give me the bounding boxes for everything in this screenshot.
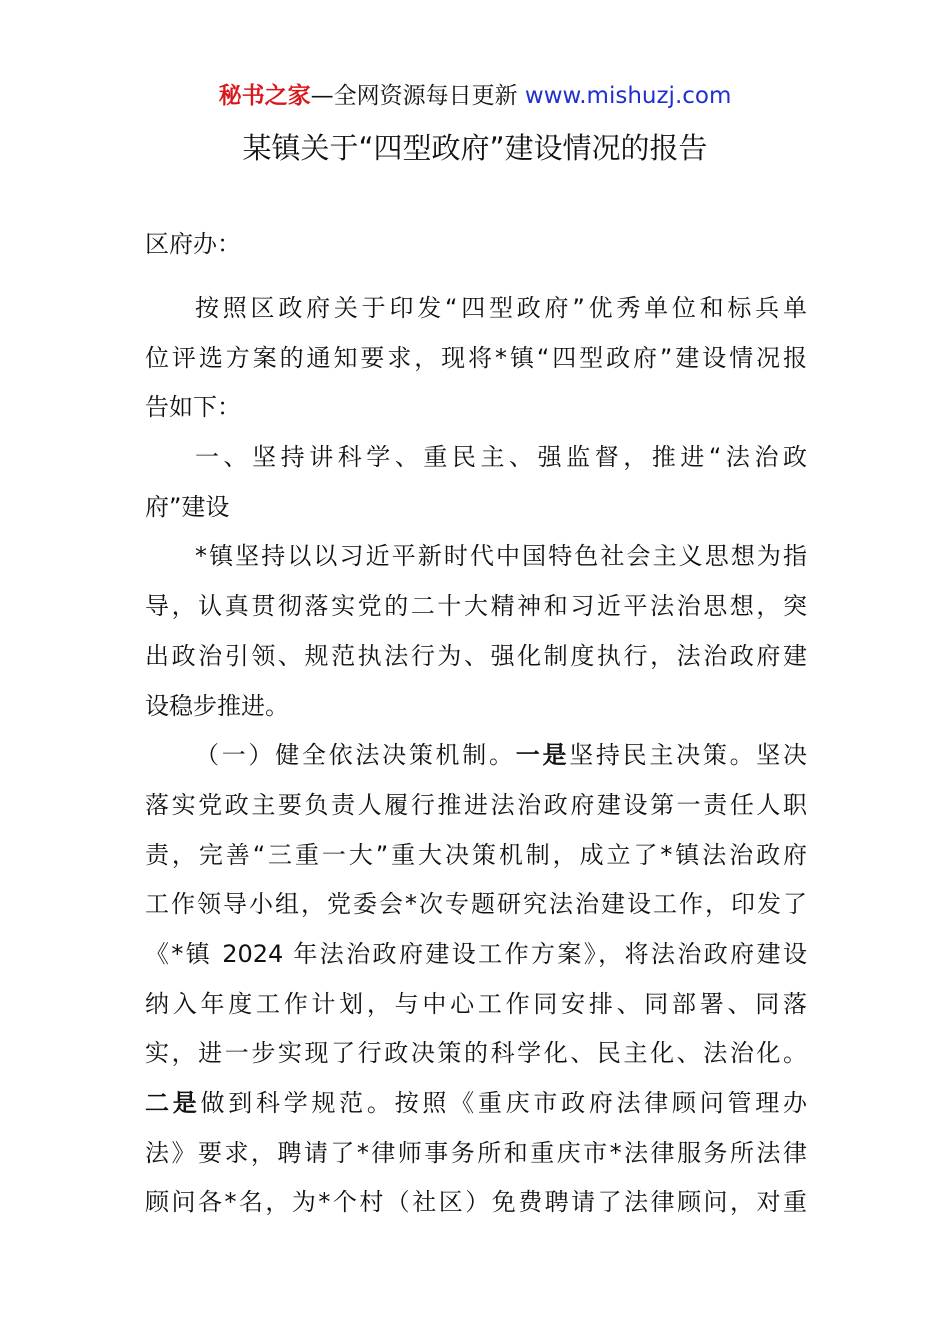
body-line: 纳入年度工作计划，与中心工作同安排、同部署、同落 xyxy=(145,989,807,1018)
body-line xyxy=(145,1079,807,1129)
addressee: 区府办： xyxy=(145,230,241,258)
body-line: 按照区政府关于印发“四型政府”优秀单位和标兵单 xyxy=(195,294,807,322)
body-line: *镇坚持以以习近平新时代中国特色社会主义思想为指 xyxy=(195,542,807,571)
body-line: 工作领导小组，党委会*次专题研究法治建设工作，印发了 xyxy=(145,890,807,919)
body-line xyxy=(145,731,807,781)
document-body xyxy=(145,225,807,1228)
body-line: 设稳步推进。 xyxy=(145,691,289,720)
site-banner xyxy=(0,80,950,112)
bold-marker: 一是 xyxy=(515,741,570,770)
banner-brand: 秘书之家 xyxy=(218,83,311,109)
body-line: 导，认真贯彻落实党的二十大精神和习近平法治思想，突 xyxy=(145,592,807,621)
subsection-heading: （一）健全依法决策机制。 xyxy=(195,741,516,770)
banner-url[interactable]: www.mishuzj.com xyxy=(524,83,732,109)
bold-marker: 二是 xyxy=(145,1089,201,1117)
body-line: 位评选方案的通知要求，现将*镇“四型政府”建设情况报 xyxy=(145,343,807,372)
body-line: 落实党政主要负责人履行推进法治政府建设第一责任人职 xyxy=(145,790,807,819)
body-line: 实，进一步实现了行政决策的科学化、民主化、法治化。 xyxy=(145,1039,807,1068)
body-text: 做到科学规范。按照《重庆市政府法律顾问管理办 xyxy=(200,1089,808,1117)
body-line: 责，完善“三重一大”重大决策机制，成立了*镇法治政府 xyxy=(145,840,807,869)
body-line: 法》要求，聘请了*律师事务所和重庆市*法律服务所法律 xyxy=(145,1138,807,1167)
body-line: 《*镇 2024 年法治政府建设工作方案》，将法治政府建设 xyxy=(145,939,807,968)
document-title: 某镇关于“四型政府”建设情况的报告 xyxy=(242,131,708,165)
body-line: 出政治引领、规范执法行为、强化制度执行，法治政府建 xyxy=(145,641,807,670)
body-line: 顾问各*名，为*个村（社区）免费聘请了法律顾问，对重 xyxy=(145,1188,807,1217)
section-heading-line: 府”建设 xyxy=(145,492,230,521)
body-text: 坚持民主决策。坚决 xyxy=(569,741,808,770)
body-line: 告如下： xyxy=(145,393,241,422)
banner-slogan: —全网资源每日更新 xyxy=(310,83,525,109)
section-heading-line: 一、坚持讲科学、重民主、强监督，推进“法治政 xyxy=(195,443,807,472)
